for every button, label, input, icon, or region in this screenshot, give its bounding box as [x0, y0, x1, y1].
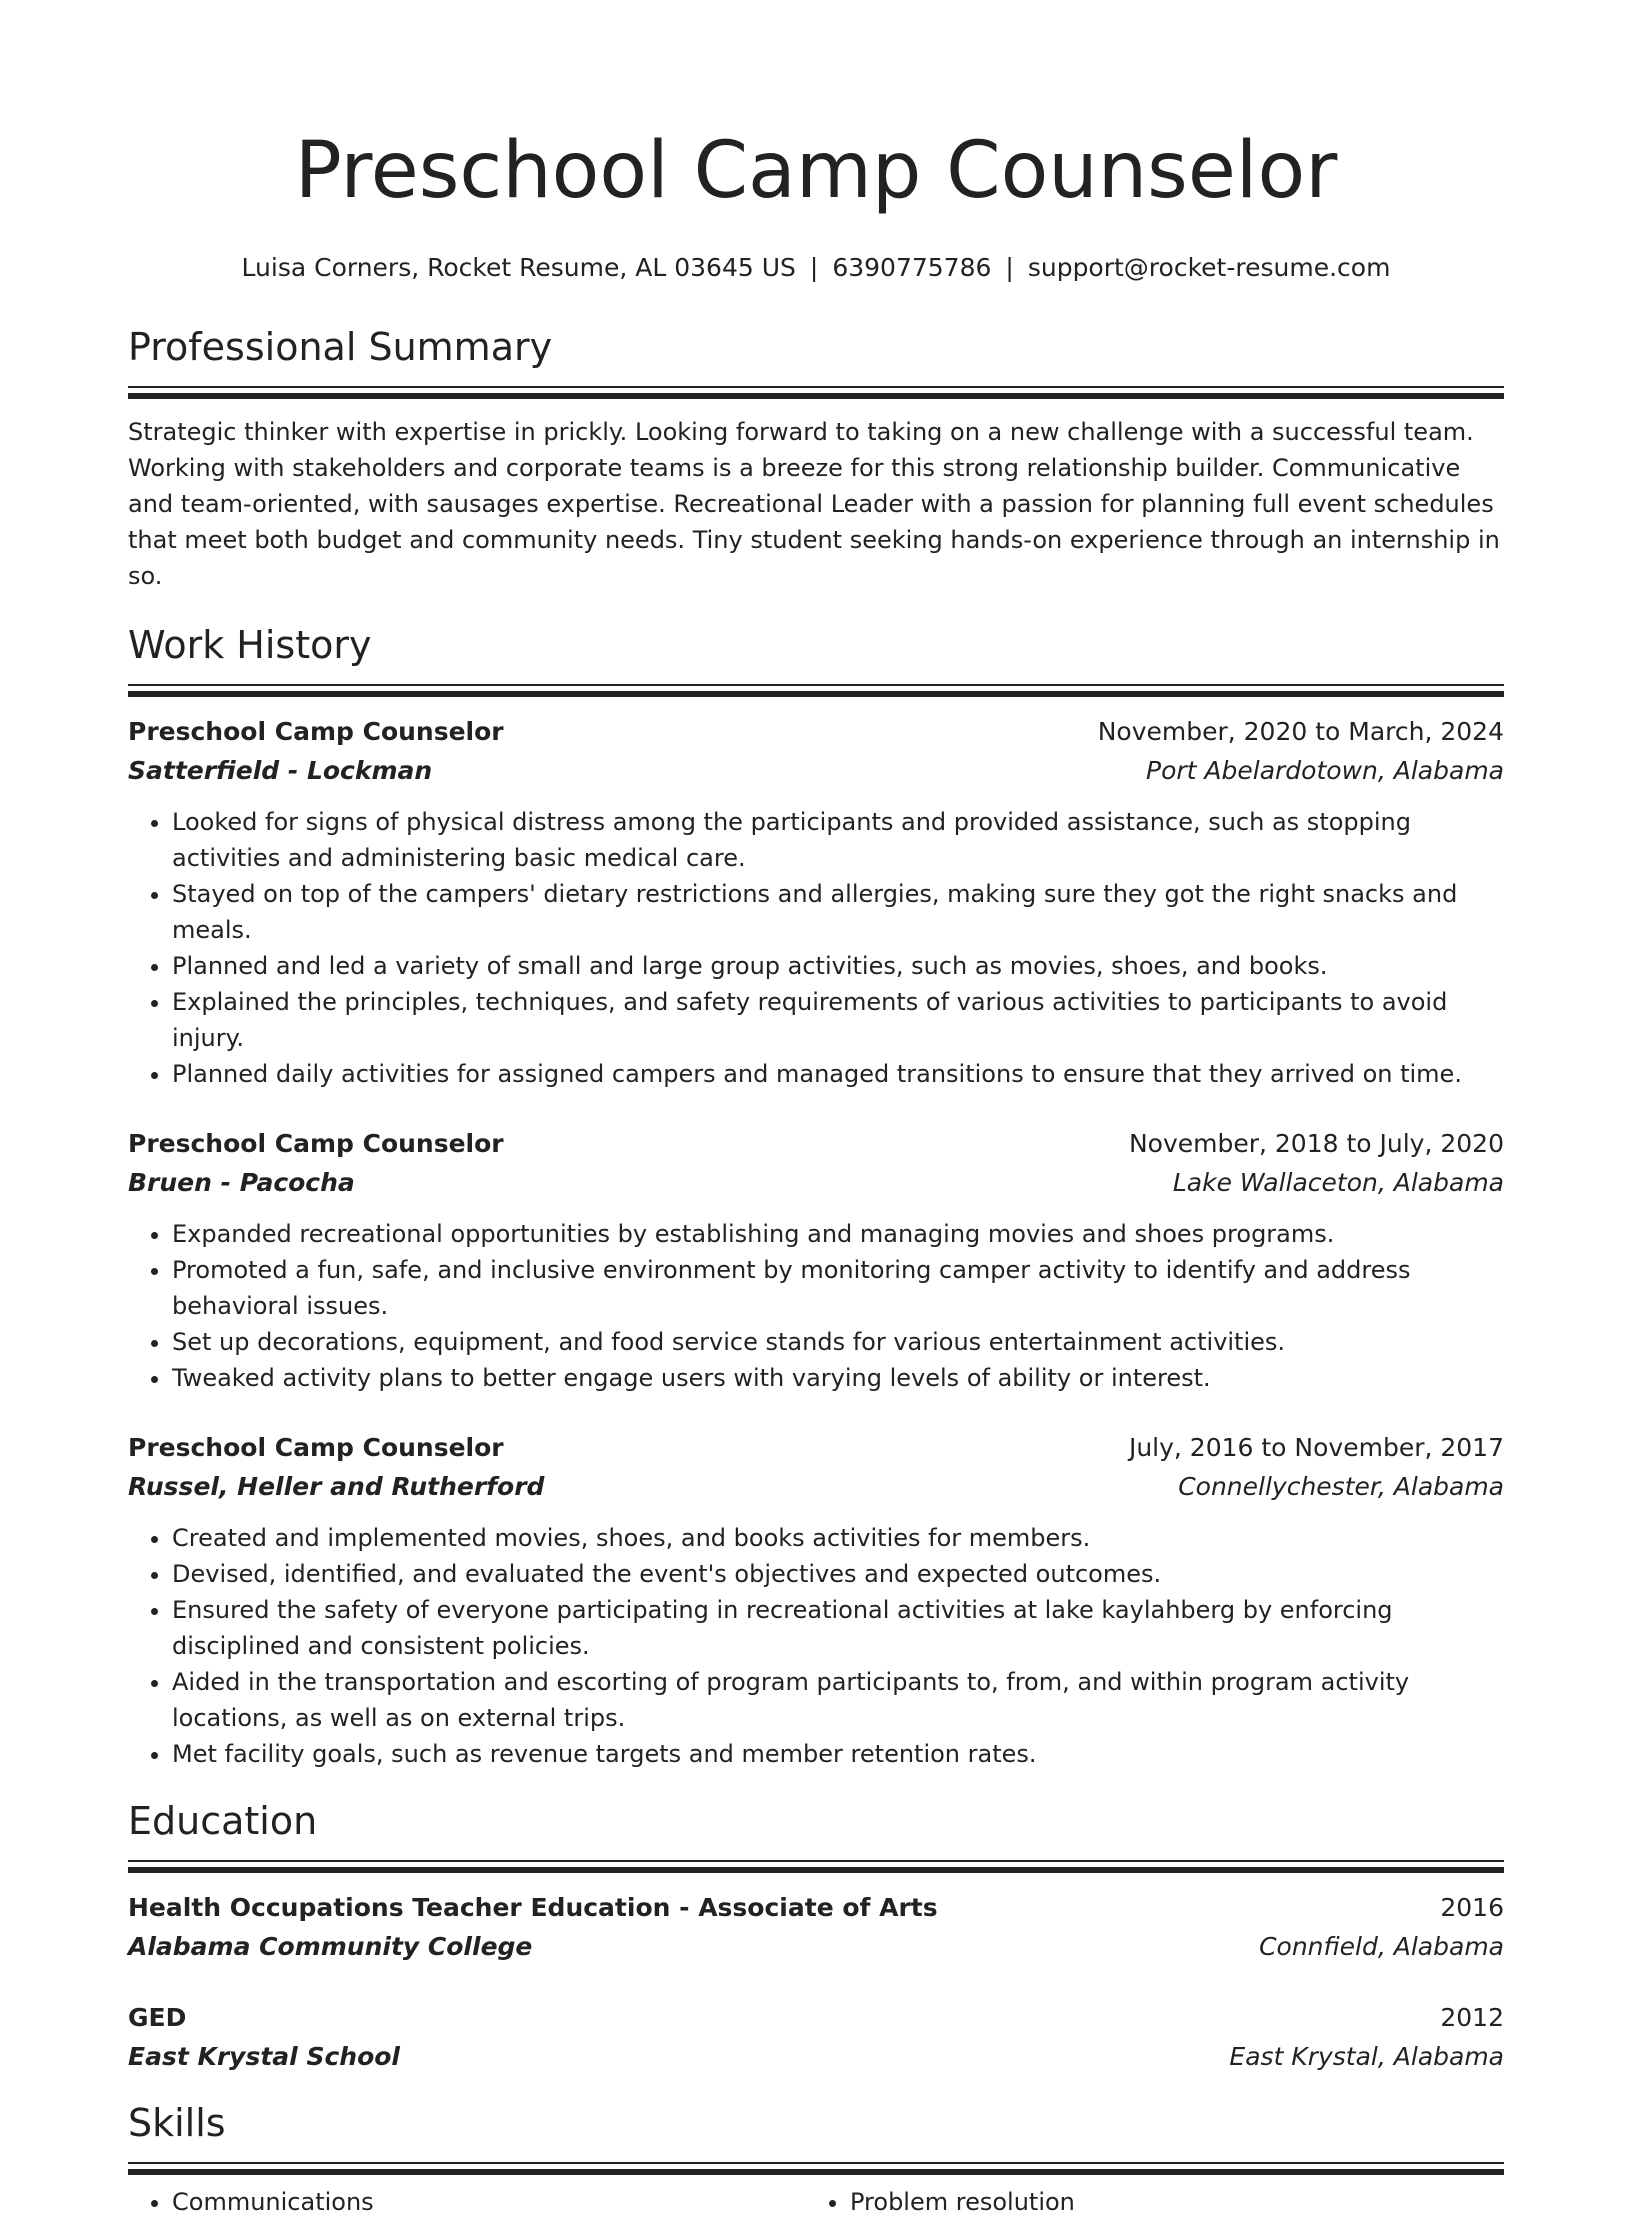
- education-location: East Krystal, Alabama: [1229, 2042, 1504, 2071]
- job-location: Lake Wallaceton, Alabama: [1172, 1168, 1504, 1197]
- list-item: • Aided in the transportation and escorting of program participants to, from, and within program activity locations, as well as on external trips.: [172, 1664, 1504, 1736]
- section-divider: [128, 684, 1504, 698]
- list-item: • Problem resolution: [850, 2184, 1484, 2220]
- contact-line: [128, 250, 1504, 286]
- skills-list: [128, 2184, 1504, 2220]
- list-item: • Created and implemented movies, shoes, and books activities for members.: [172, 1520, 1504, 1556]
- section-heading-skills: Skills: [128, 2101, 226, 2145]
- list-item: • Ensured the safety of everyone participating in recreational activities at lake kaylahberg by enforcing disciplined and consistent policies.: [172, 1592, 1504, 1664]
- resume-title: Preschool Camp Counselor: [294, 126, 1338, 216]
- education-entry: [128, 1888, 1504, 1966]
- list-item: • Planned daily activities for assigned campers and managed transitions to ensure that they arrived on time.: [172, 1056, 1504, 1092]
- list-item: • Expanded recreational opportunities by establishing and managing movies and shoes programs.: [172, 1216, 1504, 1252]
- education-entry: [128, 1998, 1504, 2076]
- section-heading-work: Work History: [128, 623, 372, 667]
- section-divider: [128, 2162, 1504, 2176]
- education-section: [128, 1796, 1504, 2076]
- job-title: Preschool Camp Counselor: [128, 1433, 504, 1462]
- section-heading-education: Education: [128, 1799, 318, 1843]
- education-school: East Krystal School: [128, 2042, 400, 2071]
- list-item: • Devised, identified, and evaluated the event's objectives and expected outcomes.: [172, 1556, 1504, 1592]
- resume-page: [128, 0, 1504, 2220]
- list-item: • Explained the principles, techniques, and safety requirements of various activities to participants to avoid injury.: [172, 984, 1504, 1056]
- job-location: Port Abelardotown, Alabama: [1146, 756, 1504, 785]
- section-divider: [128, 386, 1504, 400]
- list-item: • Promoted a fun, safe, and inclusive environment by monitoring camper activity to identify and address behavioral issues.: [172, 1252, 1504, 1324]
- section-heading-summary: Professional Summary: [128, 325, 553, 369]
- list-item: • Tweaked activity plans to better engage users with varying levels of ability or interest.: [172, 1360, 1504, 1396]
- list-item: • Communications: [172, 2184, 806, 2220]
- list-item: • Met facility goals, such as revenue targets and member retention rates.: [172, 1736, 1504, 1772]
- education-degree: GED: [128, 2003, 187, 2032]
- work-section: [128, 620, 1504, 1772]
- job-title: Preschool Camp Counselor: [128, 1129, 504, 1158]
- list-item: • Stayed on top of the campers' dietary restrictions and allergies, making sure they got the right snacks and meals.: [172, 876, 1504, 948]
- education-year: 2016: [1440, 1893, 1504, 1922]
- job-title: Preschool Camp Counselor: [128, 717, 504, 746]
- contact-separator: |: [809, 253, 819, 282]
- summary-section: [128, 322, 1504, 594]
- contact-address: Luisa Corners, Rocket Resume, AL 03645 US: [241, 253, 796, 282]
- job-company: Satterfield - Lockman: [128, 756, 433, 785]
- list-item: • Planned and led a variety of small and large group activities, such as movies, shoes, and books.: [172, 948, 1504, 984]
- job-dates: November, 2020 to March, 2024: [1097, 717, 1504, 746]
- education-school: Alabama Community College: [128, 1932, 533, 1961]
- skills-column-right: [806, 2184, 1484, 2220]
- job-bullets: [128, 1216, 1504, 1396]
- list-item: • Looked for signs of physical distress among the participants and provided assistance, such as stopping activities and administering basic medical care.: [172, 804, 1504, 876]
- section-divider: [128, 1860, 1504, 1874]
- education-location: Connfield, Alabama: [1259, 1932, 1504, 1961]
- skills-column-left: [128, 2184, 806, 2220]
- job-company: Russel, Heller and Rutherford: [128, 1472, 545, 1501]
- contact-email: support@rocket-resume.com: [1027, 253, 1391, 282]
- contact-phone: 6390775786: [832, 253, 992, 282]
- job-entry: [128, 1428, 1504, 1772]
- job-location: Connellychester, Alabama: [1178, 1472, 1504, 1501]
- job-dates: July, 2016 to November, 2017: [1128, 1433, 1504, 1462]
- list-item: • Set up decorations, equipment, and food service stands for various entertainment activities.: [172, 1324, 1504, 1360]
- job-entry: [128, 1124, 1504, 1396]
- job-company: Bruen - Pacocha: [128, 1168, 355, 1197]
- job-dates: November, 2018 to July, 2020: [1128, 1129, 1504, 1158]
- skills-section: [128, 2098, 1504, 2220]
- job-bullets: [128, 1520, 1504, 1772]
- contact-separator: |: [1005, 253, 1014, 282]
- education-degree: Health Occupations Teacher Education - Associate of Arts: [128, 1893, 938, 1922]
- education-year: 2012: [1440, 2003, 1504, 2032]
- job-bullets: [128, 804, 1504, 1092]
- summary-text: Strategic thinker with expertise in prickly. Looking forward to taking on a new challenge with a successful team. Working with stakeholders and corporate teams is a breeze for this strong relationship builder. Communicative and team-oriented, with sausages expertise. Recreational Leader with a passion for planning full event schedules that meet both budget and community needs. Tiny student seeking hands-on experience through an internship in so.: [128, 418, 1500, 590]
- job-entry: [128, 712, 1504, 1092]
